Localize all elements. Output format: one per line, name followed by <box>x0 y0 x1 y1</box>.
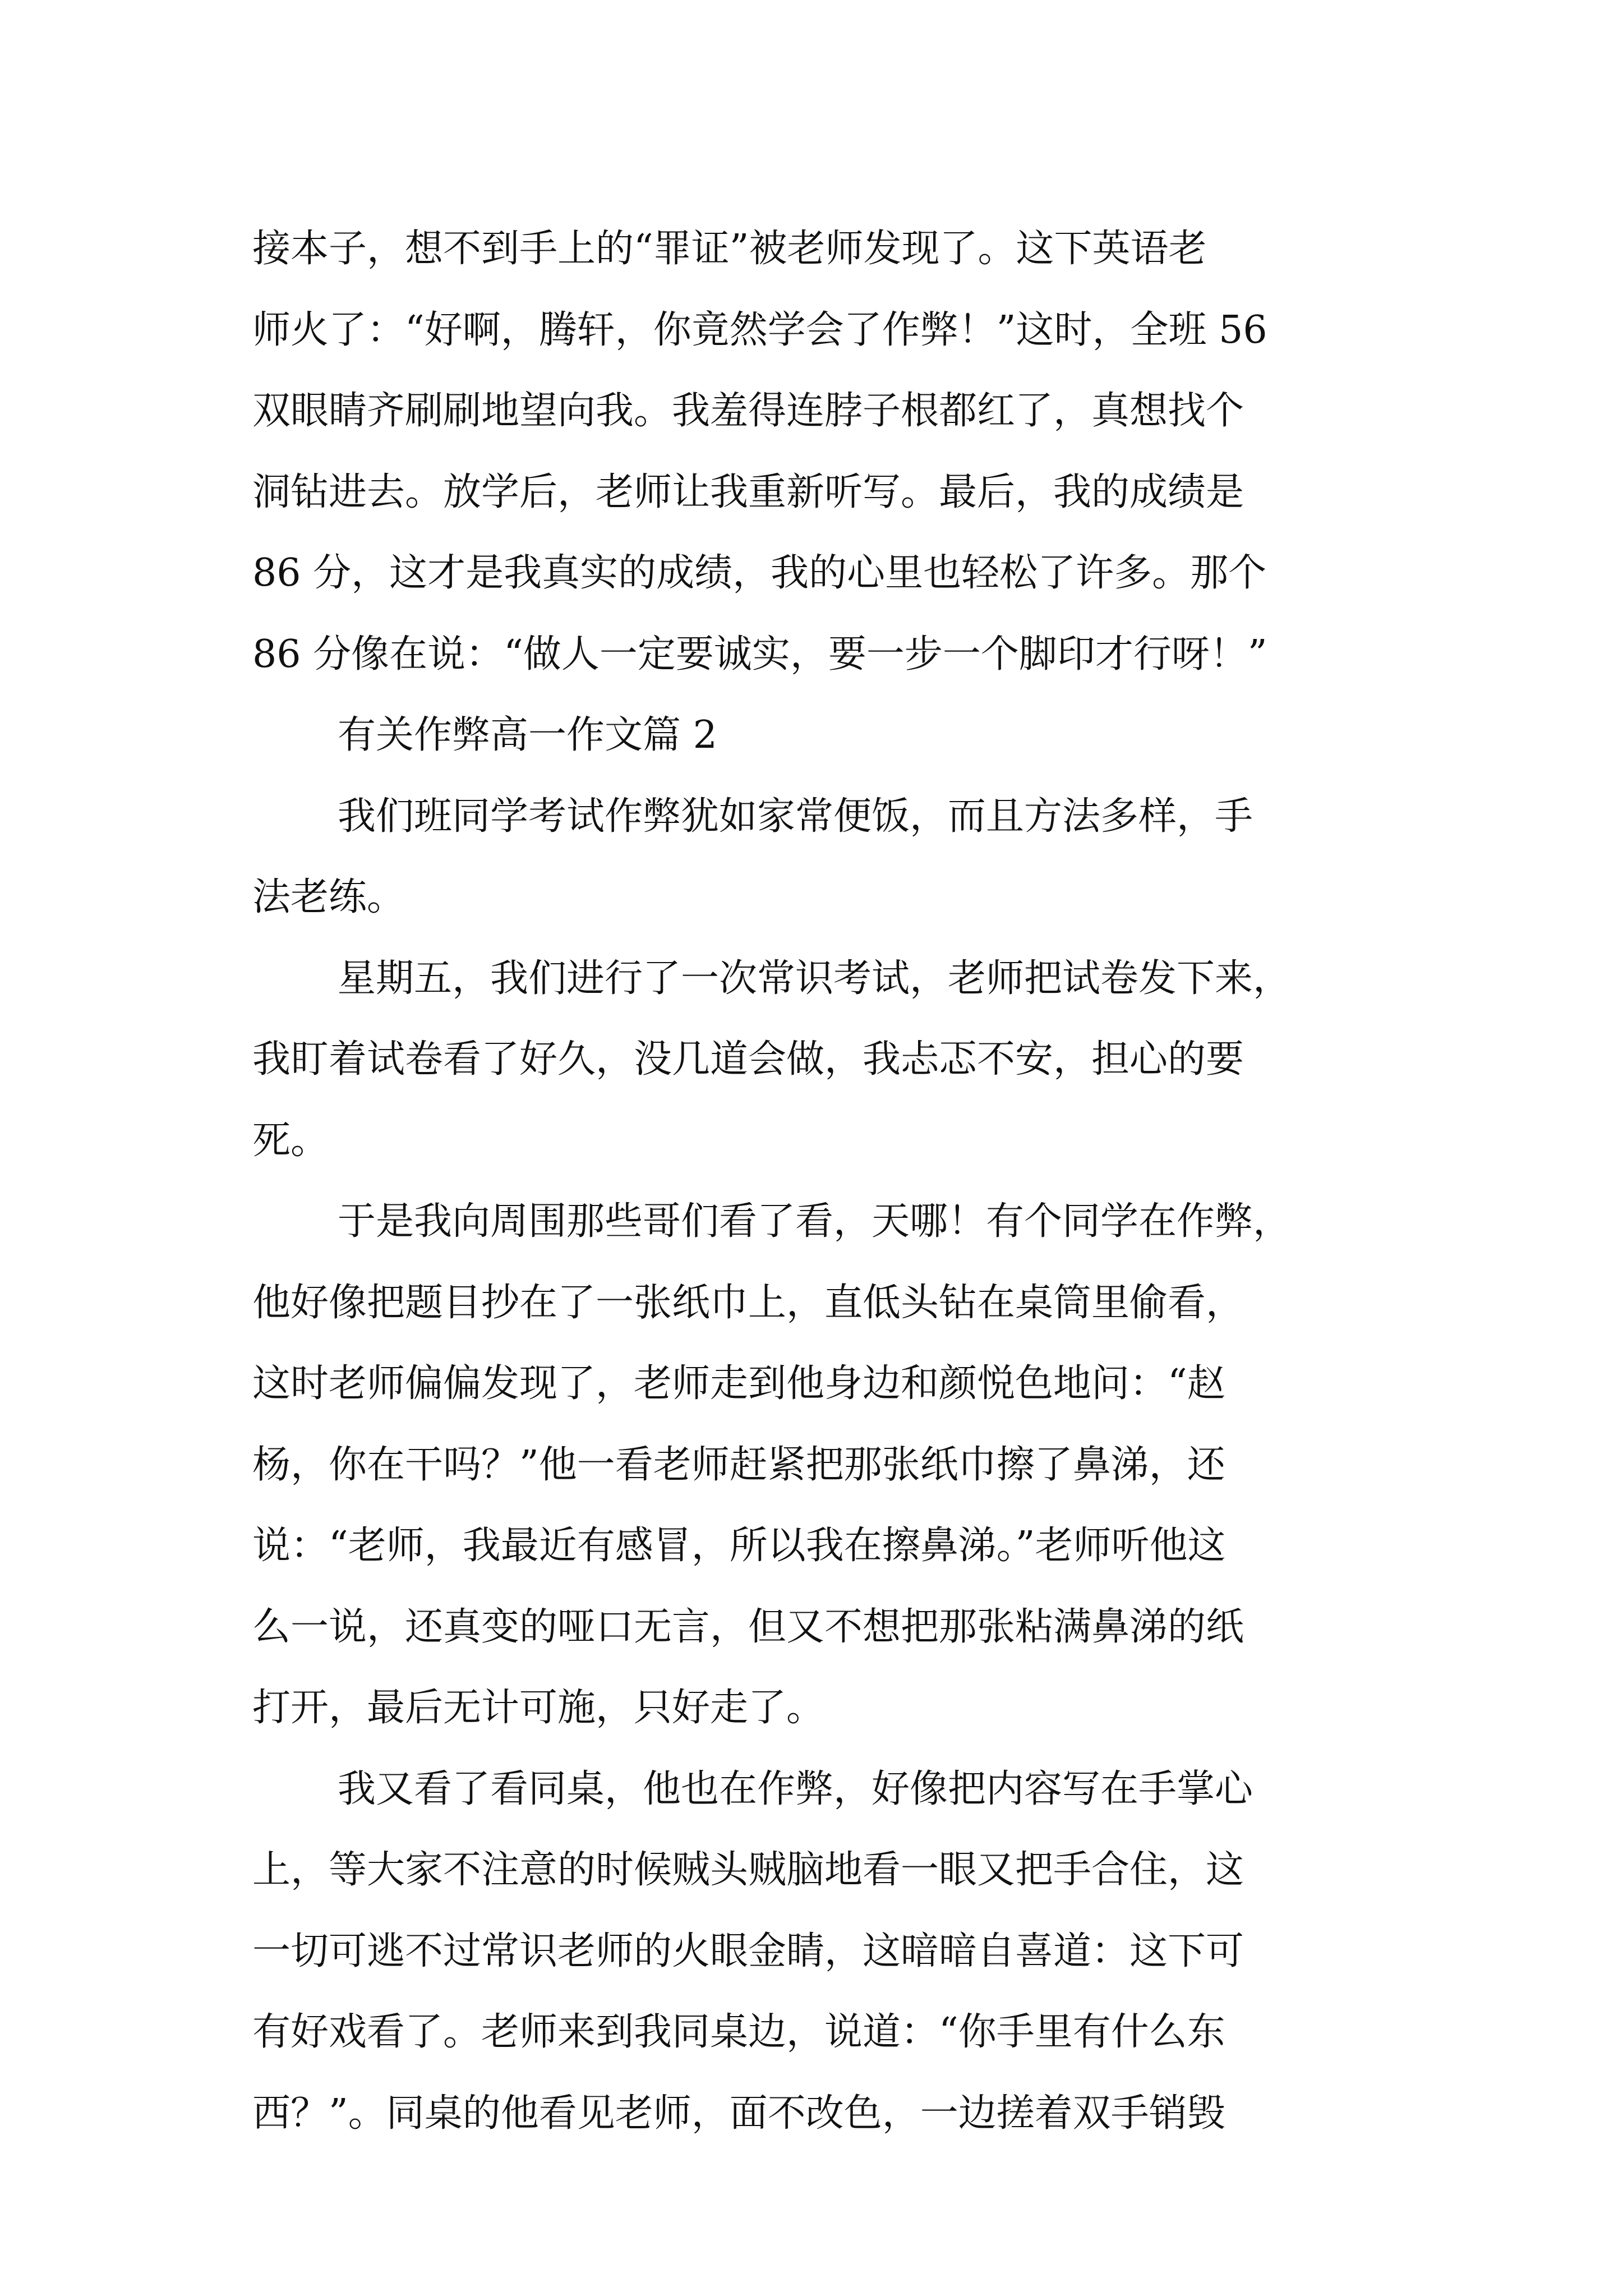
text-line: 他好像把题目抄在了一张纸巾上，直低头钻在桌筒里偷看， <box>252 1280 1244 1325</box>
text-line: 法老练。 <box>252 875 405 919</box>
essay-body <box>252 209 1380 2154</box>
text-line: 师火了：“好啊，腾轩，你竟然学会了作弊！”这时，全班 56 <box>252 307 1267 352</box>
text-line: 有好戏看了。老师来到我同桌边，说道：“你手里有什么东 <box>252 2010 1225 2054</box>
text-line: 双眼睛齐刷刷地望向我。我羞得连脖子根都红了，真想找个 <box>252 389 1244 433</box>
text-line: 这时老师偏偏发现了，老师走到他身边和颜悦色地问：“赵 <box>252 1361 1225 1406</box>
text-line: 我又看了看同桌，他也在作弊，好像把内容写在手掌心 <box>338 1766 1253 1811</box>
section-heading: 有关作弊高一作文篇 2 <box>338 713 717 757</box>
text-line: 死。 <box>252 1118 329 1163</box>
text-line: 星期五，我们进行了一次常识考试，老师把试卷发下来， <box>338 956 1292 1001</box>
text-line: 86 分，这才是我真实的成绩，我的心里也轻松了许多。那个 <box>252 551 1267 595</box>
text-line: 我盯着试卷看了好久，没几道会做，我忐忑不安，担心的要 <box>252 1037 1244 1082</box>
text-line: 说：“老师，我最近有感冒，所以我在擦鼻涕。”老师听他这 <box>252 1524 1226 1568</box>
text-line: 西？”。同桌的他看见老师，面不改色，一边搓着双手销毁 <box>252 2091 1225 2136</box>
text-line: 么一说，还真变的哑口无言，但又不想把那张粘满鼻涕的纸 <box>252 1604 1244 1649</box>
text-line: 我们班同学考试作弊犹如家常便饭，而且方法多样，手 <box>338 794 1253 839</box>
text-line: 一切可逃不过常识老师的火眼金睛，这暗暗自喜道：这下可 <box>252 1929 1244 1973</box>
text-line: 洞钻进去。放学后，老师让我重新听写。最后，我的成绩是 <box>252 470 1244 514</box>
text-line: 打开，最后无计可施，只好走了。 <box>252 1686 825 1730</box>
text-line: 于是我向周围那些哥们看了看，天哪！有个同学在作弊， <box>338 1199 1292 1244</box>
text-line: 杨，你在干吗？”他一看老师赶紧把那张纸巾擦了鼻涕，还 <box>252 1442 1225 1487</box>
text-line: 86 分像在说：“做人一定要诚实，要一步一个脚印才行呀！” <box>252 632 1267 677</box>
text-line: 上，等大家不注意的时候贼头贼脑地看一眼又把手合住，这 <box>252 1848 1244 1892</box>
text-line: 接本子，想不到手上的“罪证”被老师发现了。这下英语老 <box>252 227 1207 271</box>
